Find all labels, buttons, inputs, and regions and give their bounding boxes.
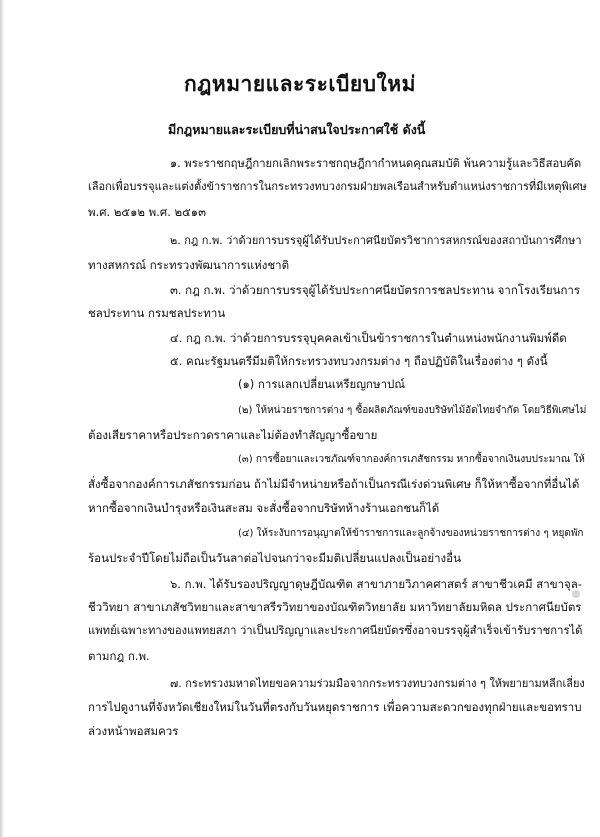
text-line: ล่วงหน้าพอสมควร [88, 724, 179, 738]
page-subtitle: มีกฎหมายและระเบียบที่น่าสนใจประกาศใช้ ดังนี้ [168, 122, 426, 137]
text-line: ทางสหกรณ์ กระทรวงพัฒนาการแห่งชาติ [88, 258, 290, 272]
text-line: (๑) การแลกเปลี่ยนเหรียญกษาปณ์ [238, 377, 406, 391]
text-line: การไปดูงานที่จังหวัดเชียงใหม่ในวันที่ตรงกับวันหยุดราชการ เพื่อความสะดวกของทุกฝ่ายและขอทราบ [88, 700, 582, 714]
text-line: ๑. พระราชกฤษฎีกายกเลิกพระราชกฤษฎีกากำหนดคุณสมบัติ พ้นความรู้และวิธีสอบคัด [170, 157, 582, 170]
text-line: ๔. กฎ ก.พ. ว่าด้วยการบรรจุบุคคลเข้าเป็นข้าราชการในตำแหน่งพนักงานพิมพ์ดีด [170, 331, 567, 345]
text-line: ๖. ก.พ. ได้รับรองปริญญาดุษฎีบัณฑิต สาขาภายวิภาคศาสตร์ สาขาชีวเคมี สาขาจุล- [170, 577, 582, 591]
text-line: ๓. กฎ ก.พ. ว่าด้วยการบรรจุผู้ได้รับประกาศนียบัตรการชลประทาน จากโรงเรียนการ [170, 283, 581, 297]
text-line: ๗. กระทรวงมหาดไทยขอความร่วมมือจากกระทรวงทบวงกรมต่าง ๆ ให้พยายามหลีกเลี่ยง [170, 677, 585, 690]
scan-edge-shadow [0, 0, 4, 837]
text-line: (๔) ให้ระงับการอนุญาตให้ข้าราชการและลูกจ้างของหน่วยราชการต่าง ๆ หยุดพัก [238, 528, 584, 539]
text-line: ชลประทาน กรมชลประทาน [88, 306, 226, 320]
text-line: แพทย์เฉพาะทางของแพทยสภา ว่าเป็นปริญญาและประกาศนียบัตรซึ่งอาจบรรจุผู้สำเร็จเข้ารับราชการได้ [88, 624, 583, 637]
text-line: ๒. กฎ ก.พ. ว่าด้วยการบรรจุผู้ได้รับประกาศนียบัตรวิชาการสหกรณ์ของสถาบันการศึกษา [170, 234, 582, 247]
text-line: ๕. คณะรัฐมนตรีมีมติให้กระทรวงทบวงกรมต่าง ๆ ถือปฏิบัติในเรื่องต่าง ๆ ดังนี้ [170, 354, 548, 368]
text-line: เลือกเพื่อบรรจุและแต่งตั้งข้าราชการในกระทรวงทบวงกรมฝ่ายพลเรือนสำหรับตำแหน่งราชการที่มีเหตุพิเศษ [88, 180, 587, 193]
text-line: พ.ศ. ๒๕๑๒ พ.ศ. ๒๕๑๓ [88, 205, 206, 219]
text-line: (๓) การซื้อยาและเวชภัณฑ์จากองค์การเภสัชกรรม หากซื้อจากเงินงบประมาณ ให้ [238, 454, 585, 465]
text-line: ตามกฎ ก.พ. [88, 649, 150, 663]
page-title: กฎหมายและระเบียบใหม่ [184, 72, 416, 96]
scan-smudge [572, 590, 580, 598]
text-line: สั่งซื้อจากองค์การเภสัชกรรมก่อน ถ้าไม่มีจำหน่ายหรือถ้าเป็นกรณีเร่งด่วนพิเศษ ก็ให้หาซื้อจากที่อื่นได้ [88, 477, 580, 491]
text-line: (๒) ให้หน่วยราชการต่าง ๆ ซื้อผลิตภัณฑ์ของบริษัทไม้อัดไทยจำกัด โดยวิธีพิเศษไม่ [238, 405, 587, 416]
text-line: ต้องเสียราคาหรือประกวดราคาและไม่ต้องทำสัญญาซื้อขาย [88, 428, 378, 442]
text-line: ร้อนประจำปีโดยไม่ถือเป็นวันลาต่อไปจนกว่าจะมีมติเปลี่ยนแปลงเป็นอย่างอื่น [88, 551, 461, 565]
text-line: ชีววิทยา สาขาเภสัชวิทยาและสาขาสรีรวิทยาของบัณฑิตวิทยาลัย มหาวิทยาลัยมหิดล ประกาศนียบัตร [88, 600, 582, 614]
text-line: หากซื้อจากเงินบำรุงหรือเงินสะสม จะสั่งซื้อจากบริษัทห้างร้านเอกชนก็ได้ [88, 501, 440, 515]
